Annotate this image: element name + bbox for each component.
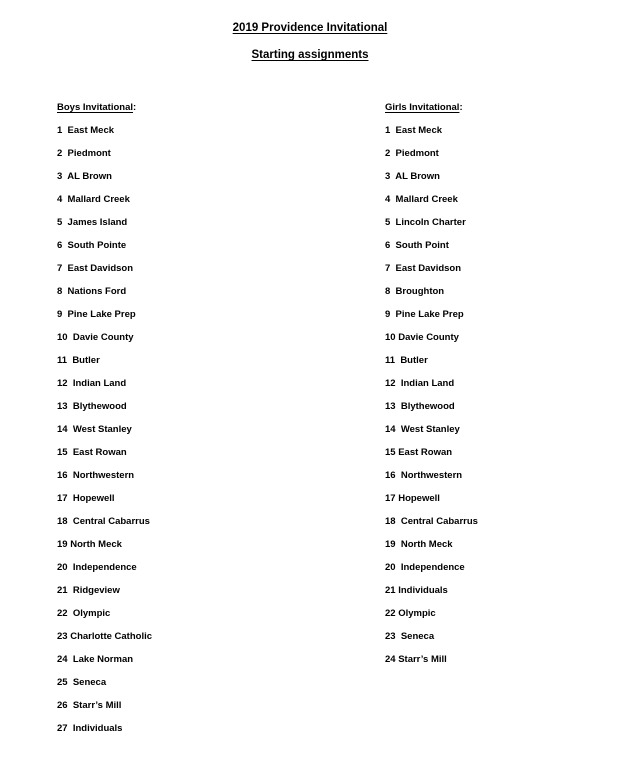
boys-team-entry: 1 East Meck <box>57 125 115 136</box>
boys-team-entry: 22 Olympic <box>57 608 111 619</box>
girls-team-entry: 1 East Meck <box>385 125 443 136</box>
boys-team-entry: 19 North Meck <box>57 539 122 550</box>
girls-team-entry: 20 Independence <box>385 562 465 573</box>
girls-team-entry: 3 AL Brown <box>385 171 440 182</box>
boys-team-entry: 25 Seneca <box>57 677 107 688</box>
boys-heading-colon: : <box>133 102 137 113</box>
document-subtitle: Starting assignments <box>251 49 369 61</box>
boys-team-entry: 7 East Davidson <box>57 263 134 274</box>
girls-entry-list <box>385 124 478 676</box>
girls-heading-colon: : <box>459 102 463 113</box>
boys-team-entry: 23 Charlotte Catholic <box>57 631 153 642</box>
girls-team-entry: 10 Davie County <box>385 332 459 343</box>
boys-team-entry: 11 Butler <box>57 355 100 366</box>
boys-team-entry: 20 Independence <box>57 562 137 573</box>
boys-team-entry: 17 Hopewell <box>57 493 115 504</box>
boys-team-entry: 27 Individuals <box>57 723 123 734</box>
boys-team-entry: 9 Pine Lake Prep <box>57 309 136 320</box>
girls-team-entry: 13 Blythewood <box>385 401 455 412</box>
boys-team-entry: 2 Piedmont <box>57 148 111 159</box>
girls-team-entry: 23 Seneca <box>385 631 435 642</box>
boys-team-entry: 26 Starr’s Mill <box>57 700 122 711</box>
girls-team-entry: 11 Butler <box>385 355 428 366</box>
girls-team-entry: 24 Starr’s Mill <box>385 654 447 665</box>
girls-team-entry: 12 Indian Land <box>385 378 455 389</box>
girls-team-entry: 6 South Point <box>385 240 449 251</box>
boys-team-entry: 3 AL Brown <box>57 171 112 182</box>
girls-column <box>385 101 478 676</box>
girls-heading <box>385 101 478 115</box>
girls-team-entry: 9 Pine Lake Prep <box>385 309 464 320</box>
boys-team-entry: 14 West Stanley <box>57 424 132 435</box>
girls-team-entry: 16 Northwestern <box>385 470 463 481</box>
document-title: 2019 Providence Invitational <box>232 22 388 34</box>
girls-team-entry: 19 North Meck <box>385 539 453 550</box>
boys-team-entry: 4 Mallard Creek <box>57 194 130 205</box>
boys-heading-text: Boys Invitational <box>57 102 134 113</box>
boys-team-entry: 24 Lake Norman <box>57 654 134 665</box>
girls-heading-text: Girls Invitational <box>385 102 460 113</box>
boys-team-entry: 16 Northwestern <box>57 470 135 481</box>
boys-team-entry: 13 Blythewood <box>57 401 127 412</box>
girls-team-entry: 17 Hopewell <box>385 493 440 504</box>
boys-team-entry: 21 Ridgeview <box>57 585 120 596</box>
boys-team-entry: 10 Davie County <box>57 332 134 343</box>
boys-team-entry: 8 Nations Ford <box>57 286 127 297</box>
boys-column <box>57 101 152 745</box>
boys-team-entry: 12 Indian Land <box>57 378 127 389</box>
girls-team-entry: 8 Broughton <box>385 286 445 297</box>
boys-entry-list <box>57 124 152 745</box>
girls-team-entry: 5 Lincoln Charter <box>385 217 466 228</box>
girls-team-entry: 21 Individuals <box>385 585 448 596</box>
girls-team-entry: 18 Central Cabarrus <box>385 516 478 527</box>
girls-team-entry: 14 West Stanley <box>385 424 460 435</box>
boys-heading <box>57 101 152 115</box>
boys-team-entry: 15 East Rowan <box>57 447 127 458</box>
boys-team-entry: 18 Central Cabarrus <box>57 516 150 527</box>
girls-team-entry: 22 Olympic <box>385 608 436 619</box>
girls-team-entry: 4 Mallard Creek <box>385 194 458 205</box>
girls-team-entry: 2 Piedmont <box>385 148 439 159</box>
girls-team-entry: 15 East Rowan <box>385 447 453 458</box>
boys-team-entry: 6 South Pointe <box>57 240 127 251</box>
boys-team-entry: 5 James Island <box>57 217 128 228</box>
girls-team-entry: 7 East Davidson <box>385 263 462 274</box>
